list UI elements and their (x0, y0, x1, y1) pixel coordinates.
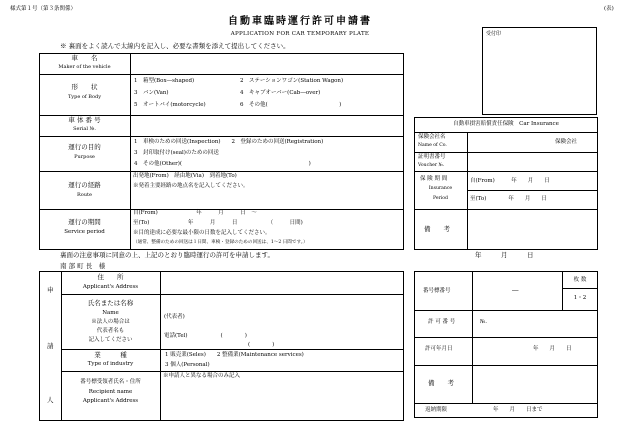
insurance-company-label: 保険会社名 (418, 134, 446, 140)
applicant-name-input[interactable] (161, 295, 403, 313)
permit-date-fields: 年 月 日 (533, 346, 572, 352)
route-label-en: Route (77, 192, 92, 198)
route-note: ※発着主要経路の地点名を記入してください。 (133, 183, 249, 189)
body-option-2[interactable]: 2 ステーションワゴン(Station Wagon) (240, 78, 344, 84)
purpose-label-en: Purpose (74, 154, 95, 160)
insurance-heading: 自動車損害賠償責任保険 Car Insurance (453, 121, 559, 127)
applicant-name-note-1: ※法人の場合は (91, 319, 130, 325)
insurance-company-input[interactable] (468, 133, 548, 151)
route-fields[interactable]: 出発地(From) 経由地(Via) 到着地(To) (133, 173, 237, 179)
route-label: 運行の経路 (68, 181, 101, 189)
consent-text: 裏面の注意事項に同意の上、上記のとおり臨時運行の許可を申請します。 (60, 251, 274, 259)
reception-stamp-box (482, 27, 597, 115)
form-subtitle: APPLICATION FOR CAR TEMPORARY PLATE (230, 31, 370, 37)
insurance-remarks-label: 備 考 (424, 225, 450, 233)
purpose-option-line3[interactable]: 4 その他(Other)( ) (134, 161, 311, 167)
return-deadline-label: 返納期限 (425, 407, 448, 413)
plate-count-value: 1・2 (573, 295, 587, 301)
applicant-side-char-2: 請 (47, 342, 54, 350)
applicant-tel-extension[interactable]: ( ) (248, 342, 275, 348)
application-date[interactable]: 年 月 日 (475, 251, 534, 259)
applicant-address-label: 住 所 (97, 273, 124, 281)
body-option-5[interactable]: 5 オートバイ(motorcycle) (134, 102, 206, 108)
serial-input[interactable] (131, 116, 403, 136)
insurance-company-suffix: 保険会社 (555, 139, 578, 145)
applicant-side-char-1: 申 (47, 286, 54, 294)
plate-count-label: 枚 数 (573, 277, 587, 283)
industry-label: 業 種 (94, 351, 127, 359)
form-number: 様式第１号（第３条関係） (10, 6, 77, 12)
insurance-period-from[interactable]: 自(From) 年 月 日 (470, 178, 550, 184)
applicant-side-char-3: 人 (47, 396, 54, 404)
instruction-text: ※ 裏面をよく読んで太線内を記入し、必要な書類を添えて提出してください。 (60, 42, 290, 50)
form-title: 自動車臨時運行許可申請書 (228, 16, 372, 27)
body-option-3[interactable]: 3 バン(Van) (134, 90, 169, 96)
period-note-detail: （通常、整備のための回送は１日間、車検・登録のための回送は、1～2 日間です。） (133, 240, 308, 245)
purpose-label: 運行の目的 (68, 143, 101, 151)
recipient-input[interactable] (161, 383, 403, 420)
maker-label-en: Maker of the vehicle (58, 64, 111, 70)
applicant-tel-field[interactable]: 電話(Tel) ( ) (164, 333, 247, 339)
addressee: 南 部 町 長 様 (60, 262, 106, 270)
applicant-address-label-en: Applicant's Address (82, 284, 139, 290)
permit-date-label: 許可年月日 (425, 346, 453, 352)
body-type-label: 形 状 (71, 83, 98, 91)
body-option-4[interactable]: 4 キャブオーバー(Cab―over) (240, 90, 321, 96)
purpose-option-line2[interactable]: 3 封印取付け(seal)のための回送 (134, 150, 219, 156)
representative-label: (代表者) (164, 314, 185, 320)
applicant-name-note-2: 代表者名も (96, 328, 125, 334)
period-label-en: Service period (64, 229, 105, 235)
office-remarks-label: 備 考 (428, 379, 454, 387)
applicant-address-input[interactable] (161, 272, 403, 294)
insurance-period-to[interactable]: 至(To) 年 月 日 (470, 196, 547, 202)
recipient-note: ※申請人と異なる場合のみ記入 (163, 373, 241, 379)
period-label: 運行の期間 (68, 218, 101, 226)
body-option-1[interactable]: 1 箱型(Box―shaped) (134, 78, 195, 84)
period-note: ※目的達成に必要な最小限の日数を記入してください。 (133, 230, 271, 236)
body-option-6[interactable]: 6 その他( ) (240, 102, 342, 108)
insurance-period-label-en1: Insurance (428, 186, 453, 191)
applicant-name-label-en: Name (102, 310, 119, 316)
plate-number-dash: ― (512, 286, 519, 294)
body-type-label-en: Type of Body (67, 94, 102, 100)
applicant-name-note-3: 記入してください (88, 337, 133, 343)
voucher-input[interactable] (468, 153, 597, 170)
recipient-label: 番号標受領者氏名・住所 (80, 379, 141, 385)
recipient-label-en-1: Recipient name (88, 389, 133, 395)
applicant-name-label: 氏名または名称 (87, 299, 134, 307)
insurance-company-label-en: Name of Co. (418, 143, 447, 148)
voucher-label: 証明書番号 (418, 154, 446, 160)
return-deadline-fields: 年 月 日まで (493, 407, 543, 413)
industry-option-line2[interactable]: 3 個人(Personal) (165, 362, 210, 368)
period-to[interactable]: 至(To) 年 月 日 （ 日間) (133, 220, 303, 226)
voucher-label-en: Voucher №. (418, 163, 445, 168)
permit-number-label: 許 可 番 号 (428, 319, 456, 325)
plate-number-label: 番号標番号 (423, 288, 451, 294)
purpose-option-line1[interactable]: 1 車検のための回送(Inspection) 2 登録のための回送(Registration) (134, 139, 324, 145)
industry-label-en: Type of industry (87, 361, 134, 367)
serial-label: 車 体 番 号 (68, 116, 101, 124)
page-side-label: (表) (604, 6, 614, 12)
recipient-label-en-2: Applicant's Address (82, 398, 139, 404)
insurance-period-label-en2: Period (433, 196, 448, 201)
maker-input[interactable] (131, 54, 403, 74)
insurance-remarks-input[interactable] (468, 210, 597, 249)
maker-label: 車 名 (71, 54, 98, 62)
industry-option-line1[interactable]: 1 販売業(Seles) 2 整備業(Maintenance services) (165, 352, 304, 358)
serial-label-en: Serial №. (73, 126, 96, 132)
period-from[interactable]: 自(From) 年 月 日 ～ (133, 210, 257, 216)
insurance-period-label: 保 険 期 間 (420, 176, 448, 182)
permit-number-prefix: №. (480, 319, 487, 325)
reception-stamp-label: 受付印 (486, 31, 502, 37)
